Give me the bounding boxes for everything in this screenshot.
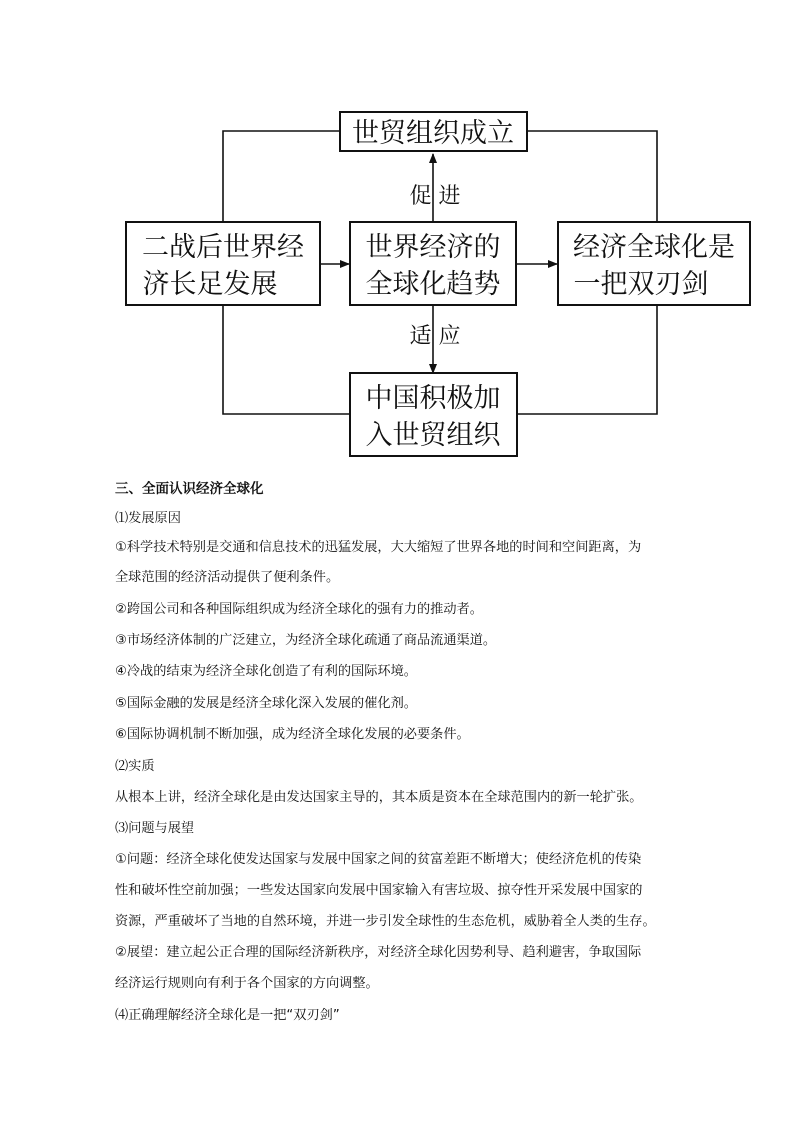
box-globalization-trend-line1: 世界经济的 <box>365 232 501 263</box>
box-double-edged-sword-line1: 经济全球化是 <box>573 232 735 263</box>
box-postwar-growth-line2: 济长足发展 <box>142 269 278 300</box>
subheading-essence: ⑵实质 <box>115 759 155 774</box>
connector-bottom-left <box>223 305 350 414</box>
box-postwar-growth-line1: 二战后世界经 <box>142 232 304 263</box>
box-china-joins-wto-line1: 中国积极加 <box>365 383 501 414</box>
paragraph-problems-line3: 资源，严重破坏了当地的自然环境，并进一步引发全球性的生态危机，威胁着全人类的生存。 <box>115 914 656 929</box>
paragraph-cause-3: ③市场经济体制的广泛建立，为经济全球化疏通了商品流通渠道。 <box>115 633 497 648</box>
paragraph-cause-2: ②跨国公司和各种国际组织成为经济全球化的强有力的推动者。 <box>115 602 483 617</box>
paragraph-outlook-line2: 经济运行规则向有利于各个国家的方向调整。 <box>115 976 379 991</box>
concept-diagram <box>0 0 794 470</box>
subheading-problems-outlook: ⑶问题与展望 <box>115 821 195 836</box>
subheading-causes: ⑴发展原因 <box>115 511 181 526</box>
paragraph-cause-1-line2: 全球范围的经济活动提供了便利条件。 <box>115 570 340 585</box>
box-wto-established-text: 世贸组织成立 <box>352 118 514 149</box>
paragraph-problems-line2: 性和破坏性空前加强；一些发达国家向发展中国家输入有害垃圾、掠夺性开采发展中国家的 <box>115 883 643 898</box>
paragraph-cause-5: ⑤国际金融的发展是经济全球化深入发展的催化剂。 <box>115 696 417 711</box>
label-adapt: 适 应 <box>409 324 461 349</box>
paragraph-problems-line1: ①问题：经济全球化使发达国家与发展中国家之间的贫富差距不断增大；使经济危机的传染 <box>115 852 642 867</box>
connector-top-left <box>223 131 340 222</box>
box-china-joins-wto-line2: 入世贸组织 <box>365 420 501 451</box>
connector-bottom-right <box>517 305 657 414</box>
connector-top-right <box>527 131 657 222</box>
box-globalization-trend-line2: 全球化趋势 <box>365 269 501 300</box>
paragraph-cause-4: ④冷战的结束为经济全球化创造了有利的国际环境。 <box>115 664 417 679</box>
box-double-edged-sword-line2: 一把双刃剑 <box>573 269 709 300</box>
paragraph-cause-6: ⑥国际协调机制不断加强，成为经济全球化发展的必要条件。 <box>115 727 470 742</box>
paragraph-cause-1-line1: ①科学技术特别是交通和信息技术的迅猛发展，大大缩短了世界各地的时间和空间距离，为 <box>115 540 642 555</box>
paragraph-outlook-line1: ②展望：建立起公正合理的国际经济新秩序，对经济全球化因势利导、趋利避害，争取国际 <box>115 945 642 960</box>
label-promote: 促 进 <box>409 184 461 209</box>
section-heading: 三、全面认识经济全球化 <box>115 481 264 497</box>
subheading-double-edged: ⑷正确理解经济全球化是一把“双刃剑” <box>115 1008 340 1023</box>
paragraph-essence: 从根本上讲，经济全球化是由发达国家主导的，其本质是资本在全球范围内的新一轮扩张。 <box>115 790 643 805</box>
